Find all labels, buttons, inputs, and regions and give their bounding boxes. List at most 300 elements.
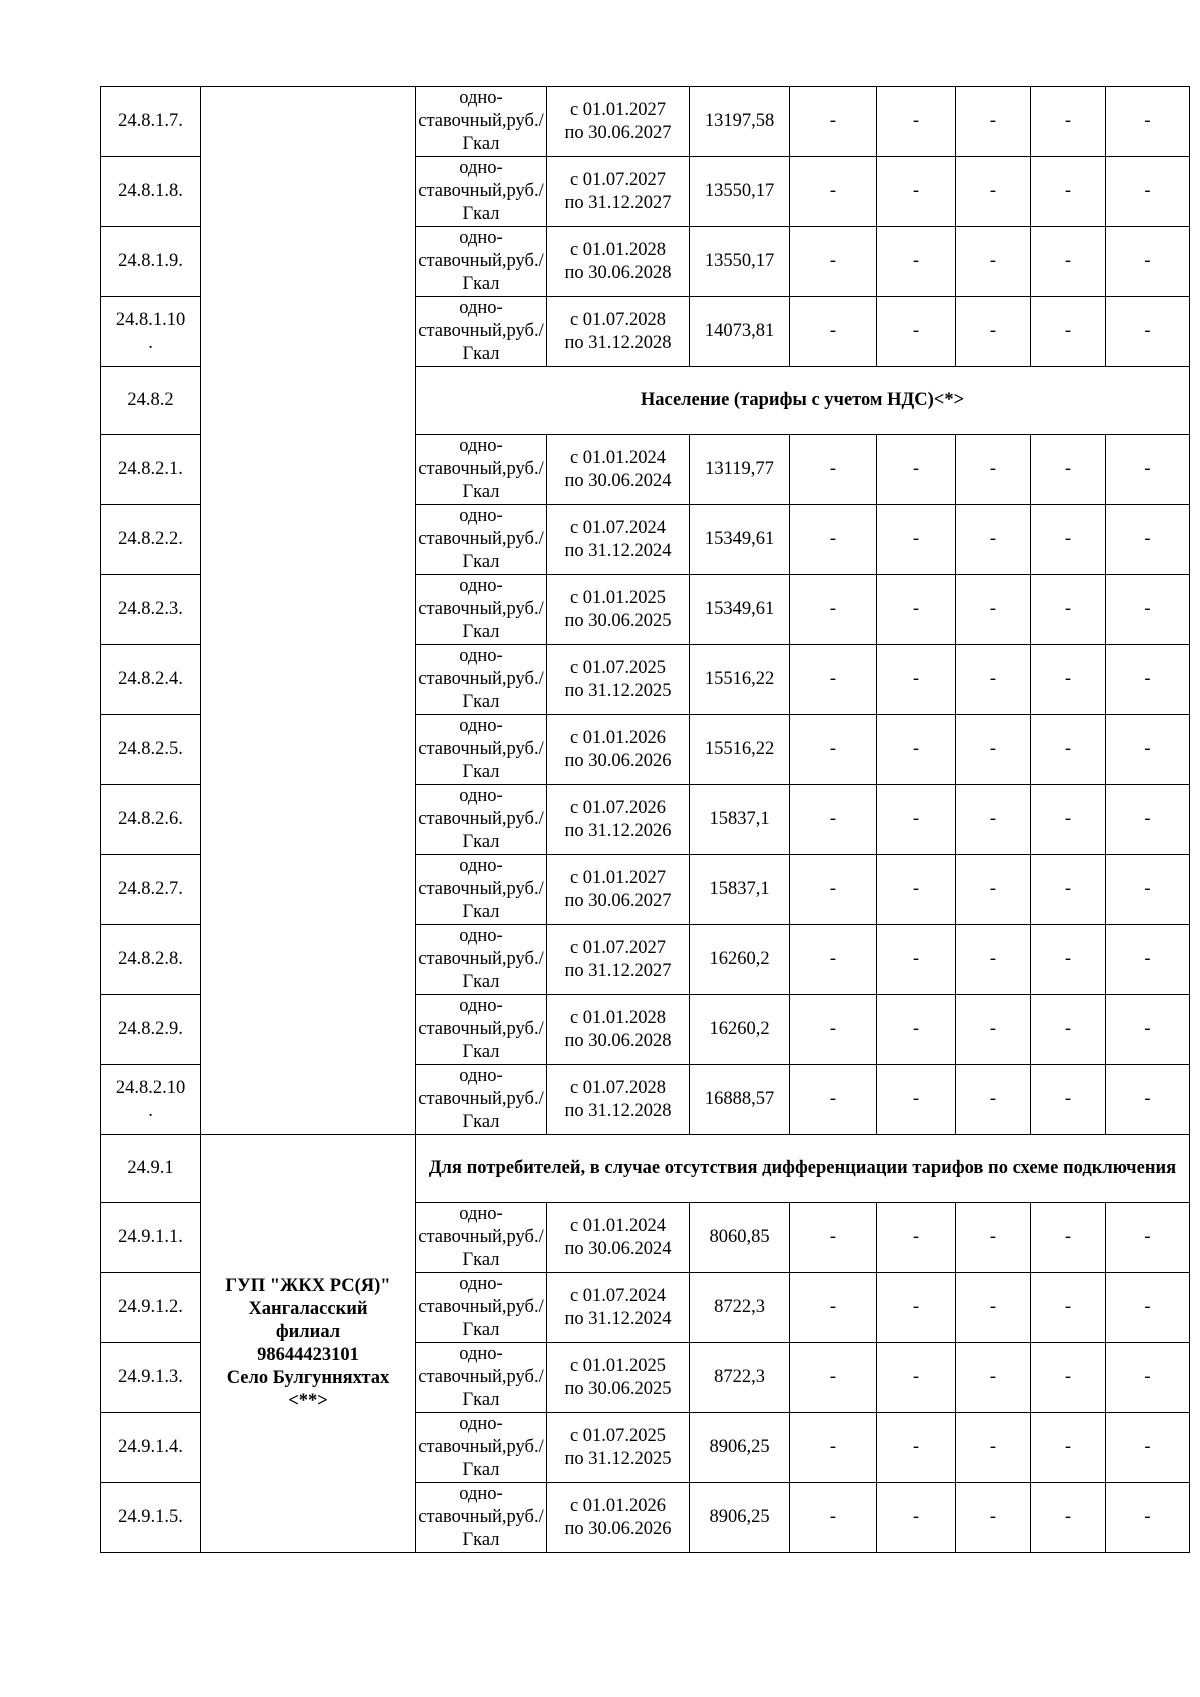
empty-value-cell: - <box>1031 227 1106 297</box>
empty-value-cell: - <box>1106 645 1190 715</box>
empty-value-cell: - <box>790 785 877 855</box>
empty-value-cell: - <box>956 157 1031 227</box>
row-code <box>101 1483 201 1553</box>
period-to: по 31.12.2026 <box>564 820 672 841</box>
empty-value-cell: - <box>877 1273 956 1343</box>
period-from: с 01.07.2025 <box>569 657 667 678</box>
period-to: по 31.12.2024 <box>564 540 672 561</box>
tariff-value: 15516,22 <box>690 715 790 785</box>
section-title: Население (тарифы с учетом НДС)<*> <box>416 367 1190 435</box>
empty-value-cell: - <box>956 575 1031 645</box>
text-line: 24.8.2.8. <box>118 949 183 969</box>
period-to: по 30.06.2025 <box>564 1378 672 1399</box>
tariff-type <box>416 1065 547 1135</box>
row-code <box>101 157 201 227</box>
period-to: по 31.12.2025 <box>564 680 672 701</box>
row-code <box>101 1343 201 1413</box>
empty-value-cell: - <box>956 1483 1031 1553</box>
organization-line: <**> <box>288 1390 328 1411</box>
section-row <box>101 1135 1190 1203</box>
text-line: 24.8.1.9. <box>118 251 183 271</box>
row-code <box>101 367 201 435</box>
empty-value-cell: - <box>877 157 956 227</box>
tariff-value: 16260,2 <box>690 925 790 995</box>
tariff-type <box>416 995 547 1065</box>
period-from: с 01.01.2025 <box>569 1355 667 1376</box>
text-line: ставочный, <box>418 669 507 689</box>
period-from: с 01.01.2027 <box>569 867 667 888</box>
text-line: одно- <box>459 1204 503 1224</box>
text-line: одно- <box>459 1484 503 1504</box>
text-line: ставочный, <box>418 529 507 549</box>
tariff-value: 15837,1 <box>690 855 790 925</box>
tariff-type <box>416 157 547 227</box>
text-line: руб./Гкал <box>462 1367 544 1410</box>
empty-value-cell: - <box>790 505 877 575</box>
text-line: одно- <box>459 1344 503 1364</box>
empty-value-cell: - <box>1106 855 1190 925</box>
table-row <box>101 87 1190 157</box>
text-line: 24.8.2.9. <box>118 1019 183 1039</box>
text-line: 24.8.2.10 <box>115 1077 186 1098</box>
empty-value-cell: - <box>790 1203 877 1273</box>
empty-value-cell: - <box>956 435 1031 505</box>
text-line: руб./Гкал <box>462 599 544 642</box>
row-code <box>101 925 201 995</box>
tariff-period <box>547 435 690 505</box>
empty-value-cell: - <box>1106 925 1190 995</box>
empty-value-cell: - <box>1031 1483 1106 1553</box>
empty-value-cell: - <box>956 785 1031 855</box>
text-line: 24.8.2.6. <box>118 809 183 829</box>
text-line: ставочный, <box>418 181 507 201</box>
text-line: одно- <box>459 1414 503 1434</box>
tariff-value: 8722,3 <box>690 1273 790 1343</box>
row-code <box>101 785 201 855</box>
empty-value-cell: - <box>956 227 1031 297</box>
period-to: по 30.06.2025 <box>564 610 672 631</box>
text-line: одно- <box>459 646 503 666</box>
period-from: с 01.07.2027 <box>569 937 667 958</box>
tariff-type <box>416 855 547 925</box>
period-from: с 01.07.2024 <box>569 517 667 538</box>
text-line: ставочный, <box>418 1089 507 1109</box>
empty-value-cell: - <box>1031 505 1106 575</box>
tariff-value: 16260,2 <box>690 995 790 1065</box>
text-line: одно- <box>459 786 503 806</box>
empty-value-cell: - <box>956 297 1031 367</box>
period-to: по 31.12.2024 <box>564 1308 672 1329</box>
empty-value-cell: - <box>1106 575 1190 645</box>
period-from: с 01.07.2025 <box>569 1425 667 1446</box>
empty-value-cell: - <box>1031 855 1106 925</box>
empty-value-cell: - <box>956 1273 1031 1343</box>
row-code <box>101 505 201 575</box>
text-line: ставочный, <box>418 1019 507 1039</box>
period-from: с 01.01.2024 <box>569 1215 667 1236</box>
row-code <box>101 1413 201 1483</box>
empty-value-cell: - <box>1106 87 1190 157</box>
tariff-type <box>416 925 547 995</box>
text-line: ставочный, <box>418 111 507 131</box>
period-from: с 01.07.2024 <box>569 1285 667 1306</box>
text-line: руб./Гкал <box>462 321 544 364</box>
empty-value-cell: - <box>956 1203 1031 1273</box>
empty-value-cell: - <box>790 87 877 157</box>
empty-value-cell: - <box>1031 435 1106 505</box>
empty-value-cell: - <box>956 855 1031 925</box>
empty-value-cell: - <box>790 1065 877 1135</box>
empty-value-cell: - <box>956 1413 1031 1483</box>
text-line: ставочный, <box>418 1297 507 1317</box>
text-line: 24.8.1.10 <box>115 309 186 330</box>
tariff-value: 15349,61 <box>690 505 790 575</box>
text-line: ставочный, <box>418 809 507 829</box>
empty-value-cell: - <box>790 995 877 1065</box>
empty-value-cell: - <box>1106 505 1190 575</box>
tariff-type <box>416 785 547 855</box>
empty-value-cell: - <box>1031 1203 1106 1273</box>
period-to: по 30.06.2027 <box>564 122 672 143</box>
text-line: руб./Гкал <box>462 181 544 224</box>
period-to: по 30.06.2028 <box>564 262 672 283</box>
period-to: по 30.06.2026 <box>564 750 672 771</box>
text-line: 24.9.1.2. <box>118 1297 183 1317</box>
text-line: руб./Гкал <box>462 669 544 712</box>
empty-value-cell: - <box>1031 925 1106 995</box>
row-code <box>101 435 201 505</box>
tariff-period <box>547 1065 690 1135</box>
period-to: по 30.06.2027 <box>564 890 672 911</box>
text-line: руб./Гкал <box>462 1297 544 1340</box>
text-line: одно- <box>459 926 503 946</box>
tariff-type <box>416 645 547 715</box>
tariff-value: 15516,22 <box>690 645 790 715</box>
text-line: одно- <box>459 1066 503 1086</box>
tariff-period <box>547 157 690 227</box>
empty-value-cell: - <box>790 1483 877 1553</box>
text-line: одно- <box>459 506 503 526</box>
row-code <box>101 1203 201 1273</box>
period-from: с 01.07.2028 <box>569 309 667 330</box>
text-line: ставочный, <box>418 1507 507 1527</box>
empty-value-cell: - <box>1106 227 1190 297</box>
tariff-period <box>547 785 690 855</box>
tariff-period <box>547 1343 690 1413</box>
empty-value-cell: - <box>877 435 956 505</box>
tariff-value: 16888,57 <box>690 1065 790 1135</box>
empty-value-cell: - <box>1106 435 1190 505</box>
tariff-period <box>547 925 690 995</box>
empty-value-cell: - <box>877 505 956 575</box>
empty-value-cell: - <box>1106 157 1190 227</box>
empty-value-cell: - <box>1106 1483 1190 1553</box>
tariff-type <box>416 1343 547 1413</box>
tariff-value: 15349,61 <box>690 575 790 645</box>
empty-value-cell: - <box>1031 645 1106 715</box>
empty-value-cell: - <box>1106 1273 1190 1343</box>
period-to: по 31.12.2025 <box>564 1448 672 1469</box>
text-line: ставочный, <box>418 949 507 969</box>
text-line: руб./Гкал <box>462 1437 544 1480</box>
empty-value-cell: - <box>1031 87 1106 157</box>
row-code <box>101 715 201 785</box>
empty-value-cell: - <box>1031 995 1106 1065</box>
row-code <box>101 1273 201 1343</box>
empty-value-cell: - <box>877 575 956 645</box>
empty-value-cell: - <box>877 1483 956 1553</box>
text-line: ставочный, <box>418 879 507 899</box>
row-code <box>101 855 201 925</box>
empty-value-cell: - <box>790 855 877 925</box>
tariff-period <box>547 855 690 925</box>
empty-value-cell: - <box>956 505 1031 575</box>
tariff-table <box>100 86 1190 1553</box>
empty-value-cell: - <box>1106 297 1190 367</box>
period-to: по 31.12.2027 <box>564 192 672 213</box>
empty-value-cell: - <box>956 925 1031 995</box>
text-line: одно- <box>459 228 503 248</box>
empty-value-cell: - <box>1031 1413 1106 1483</box>
text-line: руб./Гкал <box>462 949 544 992</box>
empty-value-cell: - <box>877 785 956 855</box>
period-from: с 01.01.2026 <box>569 727 667 748</box>
empty-value-cell: - <box>790 645 877 715</box>
text-line: 24.8.2.1. <box>118 459 183 479</box>
period-from: с 01.07.2027 <box>569 169 667 190</box>
text-line: 24.9.1.5. <box>118 1507 183 1527</box>
tariff-type <box>416 227 547 297</box>
period-to: по 31.12.2028 <box>564 332 672 353</box>
text-line: ставочный, <box>418 1227 507 1247</box>
section-title: Для потребителей, в случае отсутствия дифференциации тарифов по схеме подключения <box>416 1135 1190 1203</box>
tariff-period <box>547 1203 690 1273</box>
empty-value-cell: - <box>877 297 956 367</box>
empty-value-cell: - <box>1106 1343 1190 1413</box>
tariff-type <box>416 505 547 575</box>
empty-value-cell: - <box>877 925 956 995</box>
text-line: . <box>148 332 153 353</box>
tariff-value: 8906,25 <box>690 1413 790 1483</box>
text-line: 24.8.1.7. <box>118 111 183 131</box>
period-to: по 30.06.2026 <box>564 1518 672 1539</box>
text-line: одно- <box>459 298 503 318</box>
empty-value-cell: - <box>790 297 877 367</box>
empty-value-cell: - <box>877 1203 956 1273</box>
tariff-period <box>547 505 690 575</box>
tariff-type <box>416 715 547 785</box>
empty-value-cell: - <box>877 1343 956 1413</box>
text-line: 24.8.2.5. <box>118 739 183 759</box>
text-line: одно- <box>459 576 503 596</box>
empty-value-cell: - <box>956 87 1031 157</box>
tariff-period <box>547 1483 690 1553</box>
empty-value-cell: - <box>1031 785 1106 855</box>
empty-value-cell: - <box>956 1343 1031 1413</box>
empty-value-cell: - <box>877 227 956 297</box>
text-line: одно- <box>459 1274 503 1294</box>
empty-value-cell: - <box>790 227 877 297</box>
text-line: руб./Гкал <box>462 1089 544 1132</box>
period-to: по 30.06.2024 <box>564 1238 672 1259</box>
organization-line: Хангаласский <box>248 1298 368 1319</box>
tariff-type <box>416 1273 547 1343</box>
period-to: по 30.06.2024 <box>564 470 672 491</box>
text-line: руб./Гкал <box>462 809 544 852</box>
text-line: одно- <box>459 88 503 108</box>
period-from: с 01.01.2027 <box>569 99 667 120</box>
tariff-type <box>416 435 547 505</box>
empty-value-cell: - <box>790 1273 877 1343</box>
tariff-value: 13197,58 <box>690 87 790 157</box>
text-line: руб./Гкал <box>462 529 544 572</box>
row-code <box>101 575 201 645</box>
tariff-period <box>547 1413 690 1483</box>
text-line: одно- <box>459 436 503 456</box>
organization-line: филиал <box>275 1321 341 1342</box>
empty-value-cell: - <box>877 855 956 925</box>
period-to: по 31.12.2028 <box>564 1100 672 1121</box>
period-from: с 01.01.2028 <box>569 1007 667 1028</box>
text-line: 24.9.1 <box>127 1158 174 1178</box>
tariff-period <box>547 645 690 715</box>
organization-cell <box>201 87 416 1135</box>
tariff-type <box>416 1483 547 1553</box>
text-line: 24.8.2.3. <box>118 599 183 619</box>
text-line: 24.8.2.7. <box>118 879 183 899</box>
empty-value-cell: - <box>1031 1343 1106 1413</box>
empty-value-cell: - <box>790 575 877 645</box>
text-line: одно- <box>459 716 503 736</box>
row-code <box>101 1065 201 1135</box>
text-line: 24.9.1.4. <box>118 1437 183 1457</box>
text-line: руб./Гкал <box>462 739 544 782</box>
text-line: ставочный, <box>418 739 507 759</box>
tariff-period <box>547 297 690 367</box>
tariff-type <box>416 87 547 157</box>
tariff-value: 13550,17 <box>690 227 790 297</box>
empty-value-cell: - <box>790 925 877 995</box>
empty-value-cell: - <box>1106 1413 1190 1483</box>
period-to: по 30.06.2028 <box>564 1030 672 1051</box>
text-line: одно- <box>459 996 503 1016</box>
tariff-type <box>416 575 547 645</box>
tariff-table-body <box>101 87 1190 1553</box>
period-to: по 31.12.2027 <box>564 960 672 981</box>
empty-value-cell: - <box>1106 715 1190 785</box>
period-from: с 01.01.2028 <box>569 239 667 260</box>
period-from: с 01.07.2026 <box>569 797 667 818</box>
text-line: ставочный, <box>418 1367 507 1387</box>
empty-value-cell: - <box>790 1343 877 1413</box>
tariff-period <box>547 87 690 157</box>
empty-value-cell: - <box>956 715 1031 785</box>
organization-line: Село Булгунняхтах <box>226 1367 390 1388</box>
empty-value-cell: - <box>1106 1065 1190 1135</box>
tariff-value: 8906,25 <box>690 1483 790 1553</box>
empty-value-cell: - <box>1031 1065 1106 1135</box>
empty-value-cell: - <box>790 1413 877 1483</box>
text-line: ставочный, <box>418 321 507 341</box>
empty-value-cell: - <box>877 1065 956 1135</box>
period-from: с 01.01.2026 <box>569 1495 667 1516</box>
empty-value-cell: - <box>956 1065 1031 1135</box>
tariff-value: 14073,81 <box>690 297 790 367</box>
text-line: ставочный, <box>418 599 507 619</box>
tariff-type <box>416 1413 547 1483</box>
empty-value-cell: - <box>956 645 1031 715</box>
empty-value-cell: - <box>1031 297 1106 367</box>
text-line: руб./Гкал <box>462 111 544 154</box>
empty-value-cell: - <box>790 157 877 227</box>
empty-value-cell: - <box>1106 785 1190 855</box>
tariff-value: 8060,85 <box>690 1203 790 1273</box>
text-line: ставочный, <box>418 459 507 479</box>
text-line: руб./Гкал <box>462 879 544 922</box>
tariff-type <box>416 297 547 367</box>
text-line: 24.8.2.4. <box>118 669 183 689</box>
tariff-period <box>547 227 690 297</box>
row-code <box>101 995 201 1065</box>
text-line: одно- <box>459 856 503 876</box>
tariff-period <box>547 995 690 1065</box>
empty-value-cell: - <box>877 995 956 1065</box>
text-line: ставочный, <box>418 251 507 271</box>
empty-value-cell: - <box>1031 157 1106 227</box>
text-line: руб./Гкал <box>462 459 544 502</box>
text-line: . <box>148 1100 153 1121</box>
organization-line: 98644423101 <box>257 1344 359 1365</box>
empty-value-cell: - <box>1031 715 1106 785</box>
period-from: с 01.07.2028 <box>569 1077 667 1098</box>
row-code <box>101 227 201 297</box>
empty-value-cell: - <box>1106 1203 1190 1273</box>
text-line: руб./Гкал <box>462 1507 544 1550</box>
text-line: 24.9.1.3. <box>118 1367 183 1387</box>
tariff-value: 15837,1 <box>690 785 790 855</box>
tariff-value: 13119,77 <box>690 435 790 505</box>
tariff-period <box>547 715 690 785</box>
text-line: 24.9.1.1. <box>118 1227 183 1247</box>
tariff-value: 8722,3 <box>690 1343 790 1413</box>
row-code <box>101 297 201 367</box>
period-from: с 01.01.2024 <box>569 447 667 468</box>
text-line: ставочный, <box>418 1437 507 1457</box>
organization-line: ГУП "ЖКХ РС(Я)" <box>225 1275 391 1296</box>
empty-value-cell: - <box>877 645 956 715</box>
empty-value-cell: - <box>1106 995 1190 1065</box>
text-line: 24.8.2.2. <box>118 529 183 549</box>
empty-value-cell: - <box>1031 575 1106 645</box>
text-line: руб./Гкал <box>462 1019 544 1062</box>
text-line: одно- <box>459 158 503 178</box>
tariff-period <box>547 1273 690 1343</box>
empty-value-cell: - <box>1031 1273 1106 1343</box>
tariff-type <box>416 1203 547 1273</box>
empty-value-cell: - <box>790 715 877 785</box>
empty-value-cell: - <box>790 435 877 505</box>
period-from: с 01.01.2025 <box>569 587 667 608</box>
empty-value-cell: - <box>877 87 956 157</box>
empty-value-cell: - <box>877 715 956 785</box>
text-line: руб./Гкал <box>462 1227 544 1270</box>
row-code <box>101 1135 201 1203</box>
organization-cell <box>201 1135 416 1553</box>
row-code <box>101 87 201 157</box>
text-line: 24.8.2 <box>127 390 174 410</box>
tariff-period <box>547 575 690 645</box>
row-code <box>101 645 201 715</box>
